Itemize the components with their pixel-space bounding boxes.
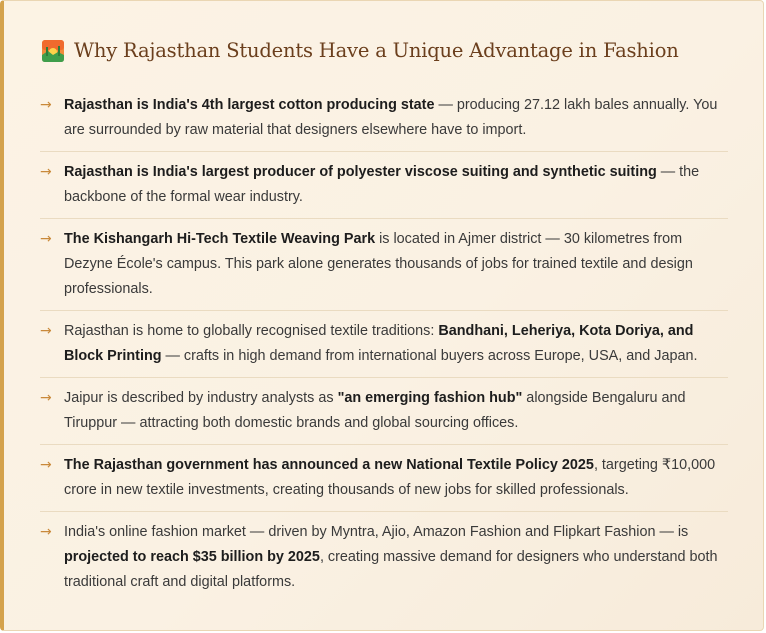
highlight-text: The Kishangarh Hi-Tech Textile Weaving Park bbox=[64, 231, 376, 247]
section-heading bbox=[42, 39, 679, 62]
body-text: alongside Bengaluru and Tiruppur — attracting both domestic brands and global sourcing offices. bbox=[64, 390, 686, 431]
body-text: — producing 27.12 lakh bales annually. You are surrounded by raw material that designers elsewhere have to import. bbox=[64, 97, 718, 138]
list-item bbox=[40, 378, 728, 445]
arrow-right-icon: → bbox=[40, 164, 52, 180]
desert-sunset-icon bbox=[42, 40, 64, 62]
highlight-text: "an emerging fashion hub" bbox=[337, 390, 523, 406]
section-title: Why Rajasthan Students Have a Unique Advantage in Fashion bbox=[74, 39, 679, 62]
highlight-text: Rajasthan is India's largest producer of polyester viscose suiting and synthetic suiting bbox=[64, 164, 657, 180]
list-item bbox=[40, 445, 728, 512]
list-item bbox=[40, 152, 728, 219]
body-text: Jaipur is described by industry analysts as bbox=[64, 390, 338, 406]
list-item bbox=[40, 219, 728, 311]
advantage-list bbox=[40, 85, 728, 603]
body-text: — the backbone of the formal wear industry. bbox=[64, 164, 700, 205]
body-text: , targeting ₹10,000 crore in new textile investments, creating thousands of new jobs for skilled professionals. bbox=[64, 457, 716, 498]
body-text: — crafts in high demand from international buyers across Europe, USA, and Japan. bbox=[161, 348, 698, 364]
arrow-right-icon: → bbox=[40, 457, 52, 473]
list-item bbox=[40, 512, 728, 603]
arrow-right-icon: → bbox=[40, 97, 52, 113]
highlight-text: Rajasthan is India's 4th largest cotton producing state bbox=[64, 97, 435, 113]
body-text: India's online fashion market — driven by Myntra, Ajio, Amazon Fashion and Flipkart Fashion — is bbox=[64, 524, 689, 540]
arrow-right-icon: → bbox=[40, 323, 52, 339]
arrow-right-icon: → bbox=[40, 231, 52, 247]
highlight-text: Bandhani, Leheriya, Kota Doriya, and Block Printing bbox=[64, 323, 694, 364]
highlight-text: projected to reach $35 billion by 2025 bbox=[64, 549, 320, 565]
body-text: , creating massive demand for designers who understand both traditional craft and digital platforms. bbox=[64, 549, 718, 590]
arrow-right-icon: → bbox=[40, 390, 52, 406]
body-text: is located in Ajmer district — 30 kilometres from Dezyne École's campus. This park alone generates thousands of jobs for trained textile and design professionals. bbox=[64, 231, 693, 297]
highlight-text: The Rajasthan government has announced a new National Textile Policy 2025 bbox=[64, 457, 594, 473]
body-text: Rajasthan is home to globally recognised textile traditions: bbox=[64, 323, 439, 339]
list-item bbox=[40, 311, 728, 378]
list-item bbox=[40, 85, 728, 152]
arrow-right-icon: → bbox=[40, 524, 52, 540]
